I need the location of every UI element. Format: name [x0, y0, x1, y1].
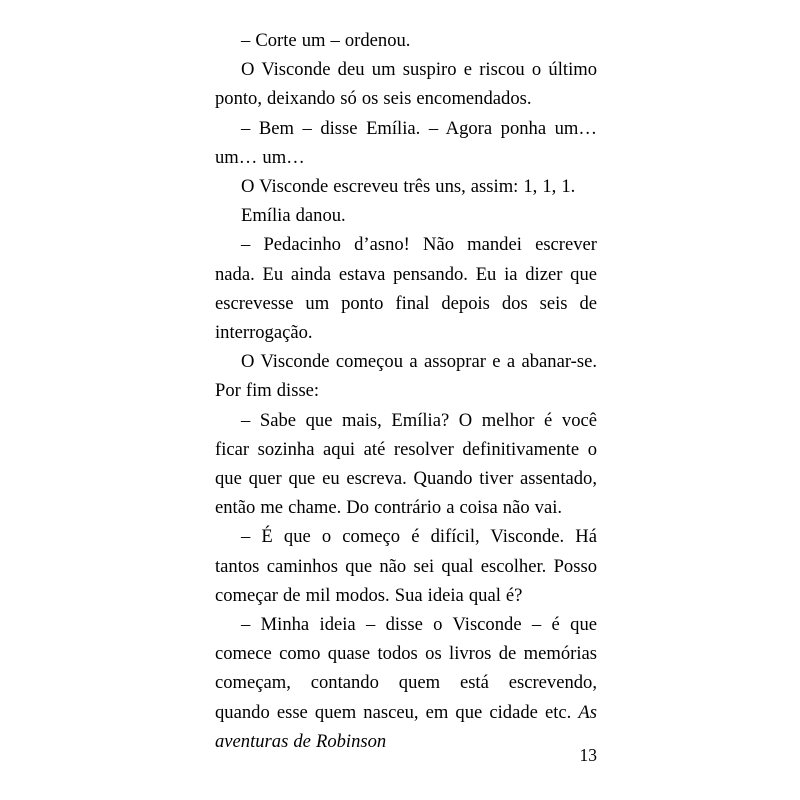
paragraph: – Corte um – ordenou.	[241, 30, 411, 51]
paragraph: – Sabe que mais, Emília? O melhor é você ficar sozinha aqui até resolver definitivamente o que quer que eu escreva. Quando tiver assentado, então me chame. Do contrário a coisa não vai.	[215, 409, 597, 519]
paragraph-with-title	[215, 610, 597, 756]
body-text-column	[215, 26, 597, 756]
paragraph: O Visconde deu um suspiro e riscou o último ponto, deixando só os seis encomendados.	[215, 59, 597, 110]
paragraph: Emília danou.	[241, 205, 346, 227]
book-title-italic: As aventuras de Robinson	[215, 701, 597, 752]
paragraph: – Pedacinho d’asno! Não mandei escrever nada. Eu ainda estava pensando. Eu ia dizer que escrevesse um ponto final depois dos seis de interrogação.	[215, 234, 597, 344]
page-number: 13	[579, 745, 597, 765]
paragraph: – Bem – disse Emília. – Agora ponha um… um… um…	[215, 117, 597, 168]
paragraph: – É que o começo é difícil, Visconde. Há tantos caminhos que não sei qual escolher. Posso começar de mil modos. Sua ideia qual é?	[215, 526, 597, 606]
paragraph-text: – Minha ideia – disse o Visconde – é que comece como quase todos os livros de memórias começam, contando quem está escrevendo, quando esse quem nasceu, em que cidade etc.	[215, 614, 597, 723]
paragraph: O Visconde começou a assoprar e a abanar-se. Por fim disse:	[215, 351, 597, 402]
paragraph: O Visconde escreveu três uns, assim: 1, 1, 1.	[241, 176, 576, 198]
